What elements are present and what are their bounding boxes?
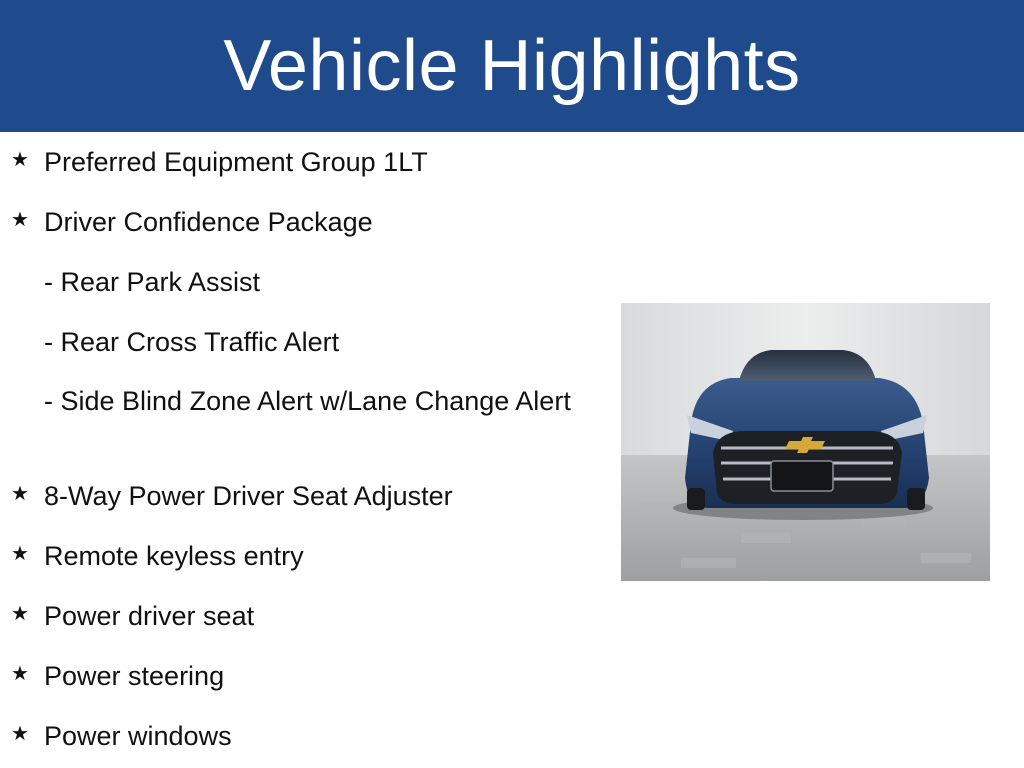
- list-item-text: Power steering: [44, 661, 225, 691]
- page-title: Vehicle Highlights: [223, 26, 801, 106]
- star-bullet-icon: ★: [11, 483, 29, 505]
- star-bullet-icon: ★: [11, 663, 29, 685]
- list-item-text: Power driver seat: [44, 601, 255, 631]
- car-front-image: [621, 303, 990, 581]
- star-bullet-icon: ★: [11, 603, 29, 625]
- header-banner: [0, 0, 1024, 132]
- vehicle-photo: [621, 303, 990, 581]
- list-item-text: - Rear Cross Traffic Alert: [44, 327, 340, 357]
- list-item-text: Power windows: [44, 721, 232, 751]
- list-item-text: Driver Confidence Package: [44, 207, 373, 237]
- list-item-text: Remote keyless entry: [44, 541, 304, 571]
- star-bullet-icon: ★: [11, 149, 29, 171]
- list-item-text: - Side Blind Zone Alert w/Lane Change Alert: [44, 386, 571, 416]
- list-item-text: Preferred Equipment Group 1LT: [44, 147, 428, 177]
- star-bullet-icon: ★: [11, 543, 29, 565]
- star-bullet-icon: ★: [11, 209, 29, 231]
- star-bullet-icon: ★: [11, 723, 29, 745]
- list-item-text: - Rear Park Assist: [44, 267, 261, 297]
- list-item-text: 8-Way Power Driver Seat Adjuster: [44, 481, 453, 511]
